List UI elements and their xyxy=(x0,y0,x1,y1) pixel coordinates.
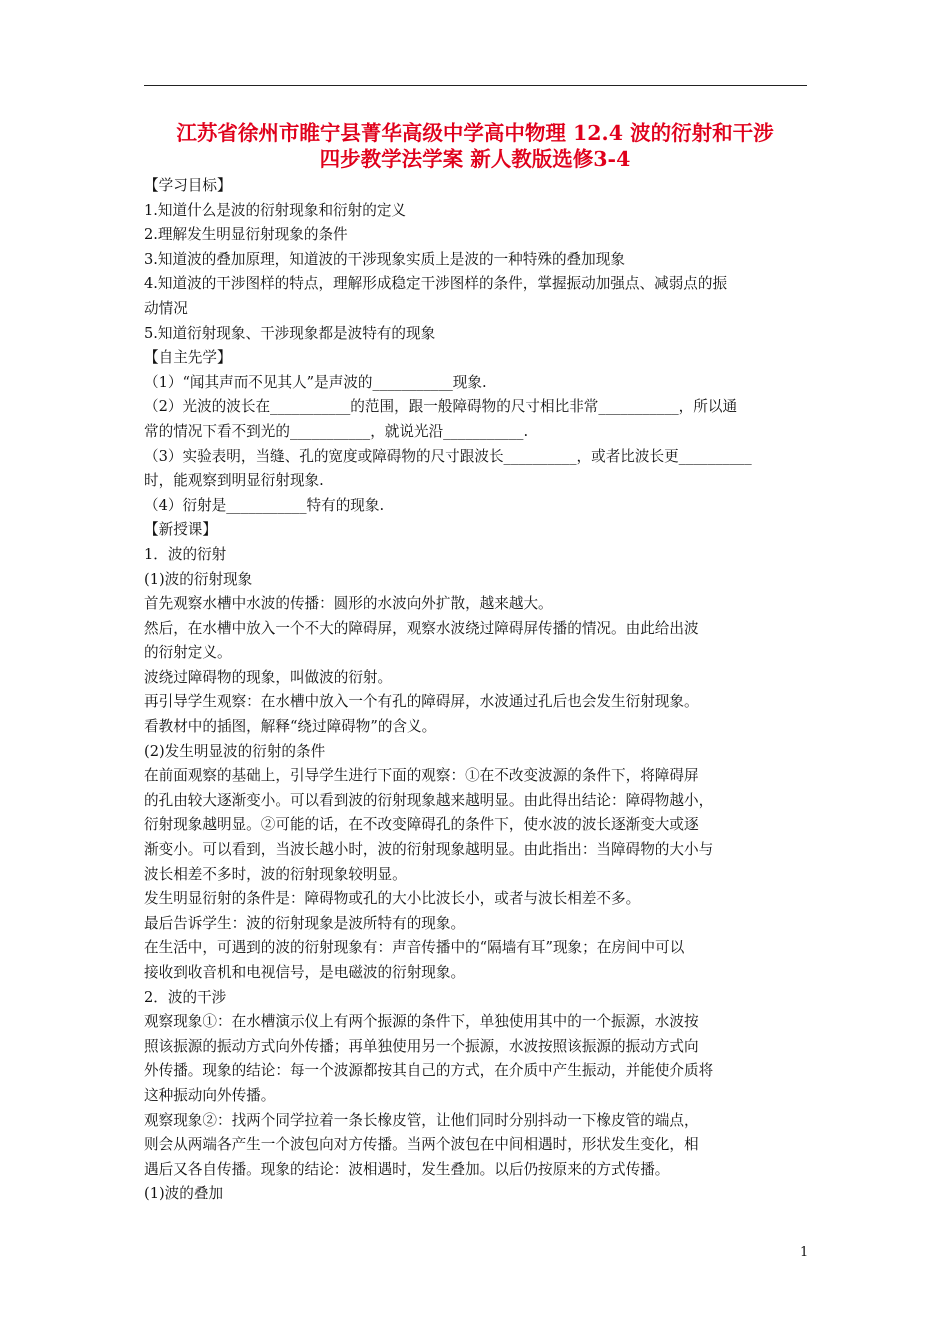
document-title-line1: 江苏省徐州市睢宁县菁华高级中学高中物理 12.4 波的衍射和干涉 xyxy=(176,121,774,145)
fill-blank-question: （1）“闻其声而不见其人”是声波的___________现象. xyxy=(144,373,487,391)
paragraph-line: 在生活中，可遇到的波的衍射现象有：声音传播中的“隔墙有耳”现象；在房间中可以 xyxy=(144,939,685,957)
objective-item: 5.知道衍射现象、干涉现象都是波特有的现象 xyxy=(144,324,436,342)
paragraph-line: 然后，在水槽中放入一个不大的障碍屏，观察水波绕过障碍屏传播的情况。由此给出波 xyxy=(144,619,699,637)
paragraph-line: 首先观察水槽中水波的传播：圆形的水波向外扩散，越来越大。 xyxy=(144,595,553,613)
fill-blank-question: （2）光波的波长在___________的范围，跟一般障碍物的尺寸相比非常___________，所以通 xyxy=(144,398,738,416)
subsection-heading: (2)发生明显波的衍射的条件 xyxy=(144,742,326,760)
fill-blank-question-continued: 常的情况下看不到光的___________，就说光沿___________. xyxy=(144,422,529,440)
fill-blank-question: （3）实验表明，当缝、孔的宽度或障碍物的尺寸跟波长__________，或者比波长更__________ xyxy=(144,447,752,465)
document-body xyxy=(144,174,809,1207)
page-number: 1 xyxy=(800,1245,809,1260)
fill-blank-question: （4）衍射是___________特有的现象. xyxy=(144,496,385,514)
objective-item-continued: 动情况 xyxy=(144,299,188,317)
paragraph-line: 渐变小。可以看到，当波长越小时，波的衍射现象越明显。由此指出：当障碍物的大小与 xyxy=(144,841,714,859)
paragraph-line: 看教材中的插图，解释“绕过障碍物”的含义。 xyxy=(144,718,437,736)
paragraph-line: 衍射现象越明显。②可能的话，在不改变障碍孔的条件下，使水波的波长逐渐变大或逐 xyxy=(144,816,699,834)
subsection-heading: (1)波的衍射现象 xyxy=(144,570,253,588)
objective-item: 4.知道波的干涉图样的特点，理解形成稳定干涉图样的条件，掌握振动加强点、减弱点的振 xyxy=(144,275,728,293)
paragraph-line: 接收到收音机和电视信号，是电磁波的衍射现象。 xyxy=(144,964,466,981)
section-heading-objectives: 【学习目标】 xyxy=(144,177,232,194)
paragraph-line: 发生明显衍射的条件是：障碍物或孔的大小比波长小，或者与波长相差不多。 xyxy=(144,890,641,908)
section-heading-new-lesson: 【新授课】 xyxy=(144,521,217,539)
subsection-heading: 1．波的衍射 xyxy=(144,545,227,563)
document-title-line2: 四步教学法学案 新人教版选修3-4 xyxy=(319,147,631,171)
paragraph-line: 波长相差不多时，波的衍射现象较明显。 xyxy=(144,865,407,883)
paragraph-line: 遇后又各自传播。现象的结论：波相遇时，发生叠加。以后仍按原来的方式传播。 xyxy=(144,1160,670,1178)
paragraph-line: 最后告诉学生：波的衍射现象是波所特有的现象。 xyxy=(144,914,466,932)
paragraph-line: 波绕过障碍物的现象，叫做波的衍射。 xyxy=(144,668,393,686)
subsection-heading: 2．波的干涉 xyxy=(144,988,227,1006)
paragraph-line: 在前面观察的基础上，引导学生进行下面的观察：①在不改变波源的条件下，将障碍屏 xyxy=(144,767,699,785)
paragraph-line: 的衍射定义。 xyxy=(144,644,232,662)
paragraph-line: 观察现象②：找两个同学拉着一条长橡皮管，让他们同时分别抖动一下橡皮管的端点， xyxy=(144,1111,699,1129)
paragraph-line: 则会从两端各产生一个波包向对方传播。当两个波包在中间相遇时，形状发生变化，相 xyxy=(144,1136,699,1154)
paragraph-line: 观察现象①：在水槽演示仪上有两个振源的条件下，单独使用其中的一个振源，水波按 xyxy=(144,1013,699,1031)
objective-item: 2.理解发生明显衍射现象的条件 xyxy=(144,226,348,244)
paragraph-line: 这种振动向外传播。 xyxy=(144,1086,276,1104)
paragraph-line: 的孔由较大逐渐变小。可以看到波的衍射现象越来越明显。由此得出结论：障碍物越小， xyxy=(144,791,714,809)
fill-blank-question-continued: 时，能观察到明显衍射现象. xyxy=(144,472,324,490)
header-rule xyxy=(144,85,807,86)
subsection-heading: (1)波的叠加 xyxy=(144,1185,224,1203)
section-heading-self-study: 【自主先学】 xyxy=(144,349,232,367)
paragraph-line: 外传播。现象的结论：每一个波源都按其自己的方式，在介质中产生振动，并能使介质将 xyxy=(144,1062,714,1080)
paragraph-line: 再引导学生观察：在水槽中放入一个有孔的障碍屏，水波通过孔后也会发生衍射现象。 xyxy=(144,693,699,711)
paragraph-line: 照该振源的振动方式向外传播；再单独使用另一个振源，水波按照该振源的振动方式向 xyxy=(144,1037,699,1055)
objective-item: 3.知道波的叠加原理，知道波的干涉现象实质上是波的一种特殊的叠加现象 xyxy=(144,250,625,268)
objective-item: 1.知道什么是波的衍射现象和衍射的定义 xyxy=(144,201,407,219)
